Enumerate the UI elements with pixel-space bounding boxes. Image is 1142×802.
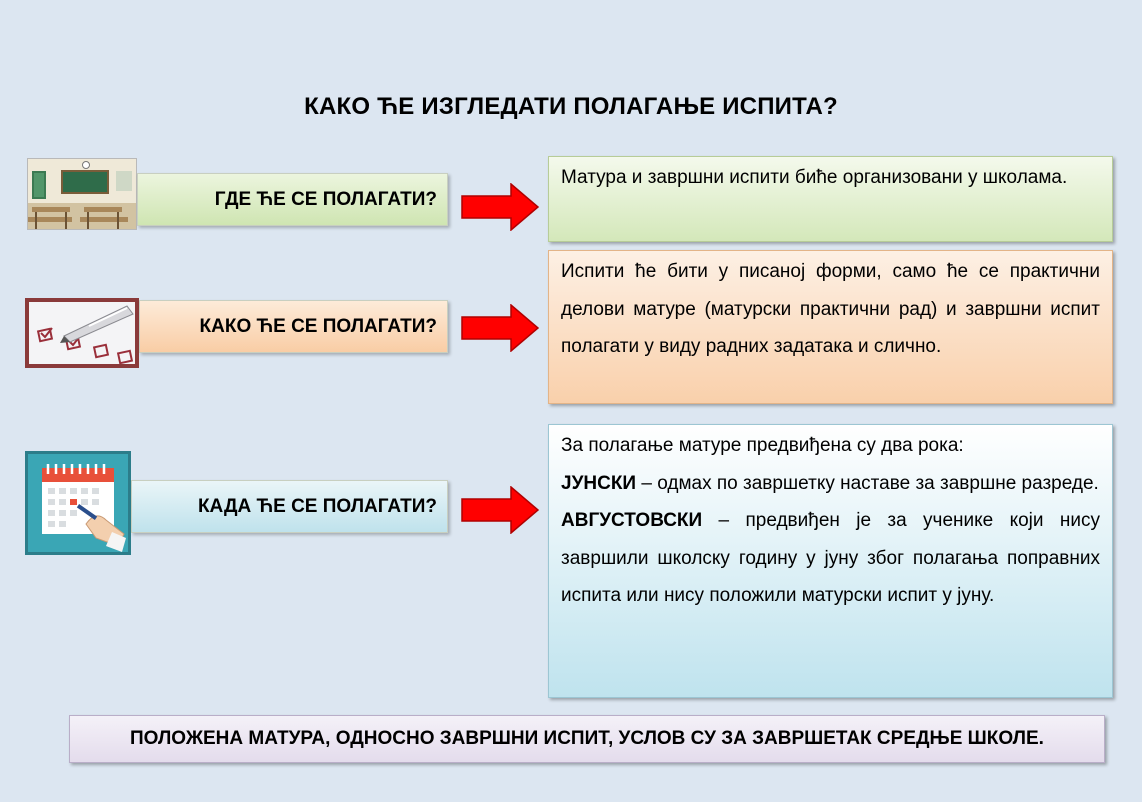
footer-note: ПОЛОЖЕНА МАТУРА, ОДНОСНО ЗАВРШНИ ИСПИТ, УСЛОВ СУ ЗА ЗАВРШЕТАК СРЕДЊЕ ШКОЛЕ. — [69, 715, 1105, 763]
answer-how — [548, 250, 1113, 404]
term-august-name: АВГУСТОВСКИ — [561, 510, 703, 531]
answer-when — [548, 424, 1113, 698]
arrow-right-icon — [461, 486, 539, 534]
arrow-right-icon — [461, 304, 539, 352]
term-august — [561, 502, 1100, 615]
answer-when-intro: За полагање матуре предвиђена су два рока: — [561, 435, 964, 456]
calendar-icon — [25, 451, 131, 555]
classroom-icon — [27, 158, 137, 230]
term-august-text: – предвиђен је за ученике који нису завршили школску годину у јуну због полагања поправних испита или нису положили матурски испит у јуну. — [561, 510, 1100, 606]
answer-how-text: Испити ће бити у писаној форми, само ће се практични делови матуре (матурски практични рад) и завршни испит полагати у виду радних задатака и слично. — [561, 261, 1100, 357]
question-where: ГДЕ ЋЕ СЕ ПОЛАГАТИ? — [137, 173, 448, 226]
answer-where-text: Матура и завршни испити биће организовани у школама. — [561, 167, 1068, 188]
question-how: КАКО ЋЕ СЕ ПОЛАГАТИ? — [139, 300, 448, 353]
question-when: КАДА ЋЕ СЕ ПОЛАГАТИ? — [131, 480, 448, 533]
term-june — [561, 465, 1100, 503]
term-june-name: ЈУНСКИ — [561, 472, 637, 494]
term-june-text: – одмах по завршетку наставе за завршне разреде. — [636, 472, 1099, 494]
answer-where — [548, 156, 1113, 242]
page-title: КАКО ЋЕ ИЗГЛЕДАТИ ПОЛАГАЊЕ ИСПИТА? — [304, 93, 838, 120]
checklist-pen-icon — [25, 298, 139, 368]
arrow-right-icon — [461, 183, 539, 231]
